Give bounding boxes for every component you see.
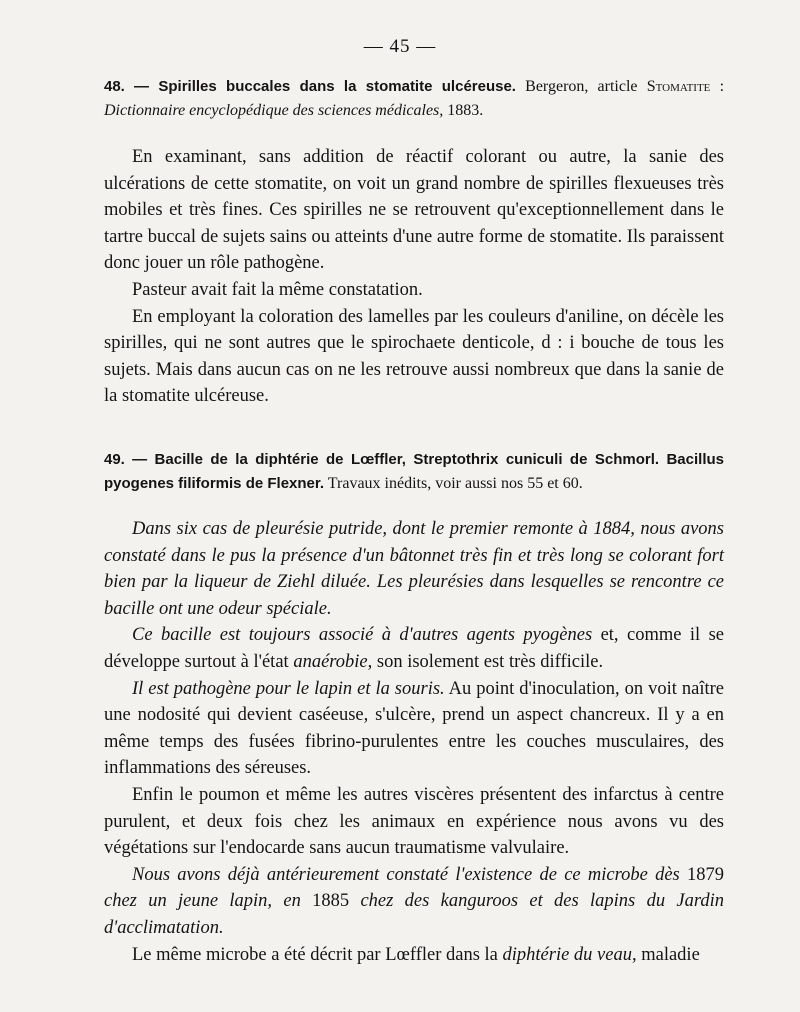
entry-49-p5-c: chez des kanguroos et des lapins du Jardin d'acclimatation. bbox=[104, 891, 725, 938]
entry-49-p3-italic: Il est pathogène pour le lapin et la souris. bbox=[132, 678, 445, 699]
entry-49-number: 49. bbox=[104, 451, 125, 468]
entry-48-author: Bergeron, article bbox=[525, 78, 638, 95]
entry-49-p5-year2: 1885 bbox=[300, 891, 361, 912]
entry-48-body bbox=[104, 144, 724, 410]
entry-49-p2-rest: et, comme il se développe surtout à l'état bbox=[104, 625, 724, 672]
entry-48-year: 1883. bbox=[447, 102, 484, 119]
entry-49-p6-italic: diphtérie du veau bbox=[502, 944, 632, 965]
entry-49-p2-end: , son isolement est très difficile. bbox=[367, 651, 604, 672]
entry-49-p5-b: chez un jeune lapin, en bbox=[104, 891, 301, 912]
entry-49-note: Travaux inédits, voir aussi nos 55 et 60. bbox=[327, 475, 583, 492]
entry-49-p2-italic: Ce bacille est toujours associé à d'autres agents pyogènes bbox=[132, 625, 593, 646]
entry-49-title: — Bacille de la diphtérie de Lœffler, Streptothrix cuniculi de Schmorl. Bacillus pyogenes filiformis de Flexner. bbox=[104, 451, 724, 492]
entry-49-paragraph-5 bbox=[104, 862, 724, 942]
entry-48-journal: Dictionnaire encyclopédique des sciences médicales, bbox=[104, 102, 444, 119]
entry-49-paragraph-3 bbox=[104, 676, 724, 782]
entry-49-paragraph-2 bbox=[104, 622, 724, 675]
entry-49-paragraph-6 bbox=[104, 942, 724, 969]
entry-49-p3-rest: Au point d'inoculation, on voit naître une nodosité qui devient caséeuse, s'ulcère, prend un aspect chancreux. Il y a en même temps des fusées fibrino-purulentes entre les couches musculaires, des inflammations des séreuses. bbox=[104, 678, 724, 779]
page-number: — 45 — bbox=[363, 36, 437, 57]
entry-48-title: — Spirilles buccales dans la stomatite ulcéreuse. bbox=[134, 78, 516, 95]
entry-48-article: Stomatite bbox=[646, 78, 711, 95]
entry-49-p5-a: Nous avons déjà antérieurement constaté l'existence de ce microbe dès bbox=[132, 864, 680, 885]
entry-48-paragraph-3: En employant la coloration des lamelles par les couleurs d'aniline, on décèle les spirilles, qui ne sont autres que le spirochaete denticole, d : i bouche de tous les sujets. Mais dans aucun cas on ne les retrouve aussi nombreux que dans la sanie de la stomatite ulcéreuse. bbox=[104, 306, 724, 407]
entry-48-paragraph-1: En examinant, sans addition de réactif colorant ou autre, la sanie des ulcérations de cette stomatite, on voit un grand nombre de spirilles flexueuses très mobiles et très fines. Ces spirilles ne se retrouvent qu'exceptionnellement dans le tartre buccal de sujets sains ou atteints d'une autre forme de stomatite. Ils paraissent donc jouer un rôle pathogène. bbox=[104, 147, 724, 274]
entry-49-paragraph-1 bbox=[104, 516, 724, 622]
entry-49-heading bbox=[104, 448, 724, 496]
entry-48-heading bbox=[104, 75, 724, 123]
entry-48-paragraph-2: Pasteur avait fait la même constatation. bbox=[132, 279, 423, 300]
entry-49-p6-b: , maladie bbox=[631, 944, 700, 965]
entry-49-p1-text: Dans six cas de pleurésie putride, dont le premier remonte à 1884, nous avons constaté dans le pus la présence d'un bâtonnet très fin et très long se colorant fort bien par la liqueur de Ziehl diluée. Les pleurésies dans lesquelles se rencontre ce bacille ont une odeur spéciale. bbox=[104, 519, 724, 619]
entry-49-p2-italic2: anaérobie bbox=[293, 651, 368, 672]
entry-49-p5-year1: 1879 bbox=[679, 864, 725, 885]
entry-49-p6-a: Le même microbe a été décrit par Lœffler dans la bbox=[132, 944, 503, 965]
entry-48-number: 48. bbox=[104, 78, 125, 95]
entry-48-ref-sep: : bbox=[719, 78, 725, 95]
entry-49-body bbox=[104, 516, 724, 968]
entry-49-paragraph-4: Enfin le poumon et même les autres viscères présentent des infarctus à centre purulent, et deux fois chez les animaux en expérience nous avons vu des végétations sur l'endocarde sans aucun traumatisme valvulaire. bbox=[104, 784, 724, 859]
